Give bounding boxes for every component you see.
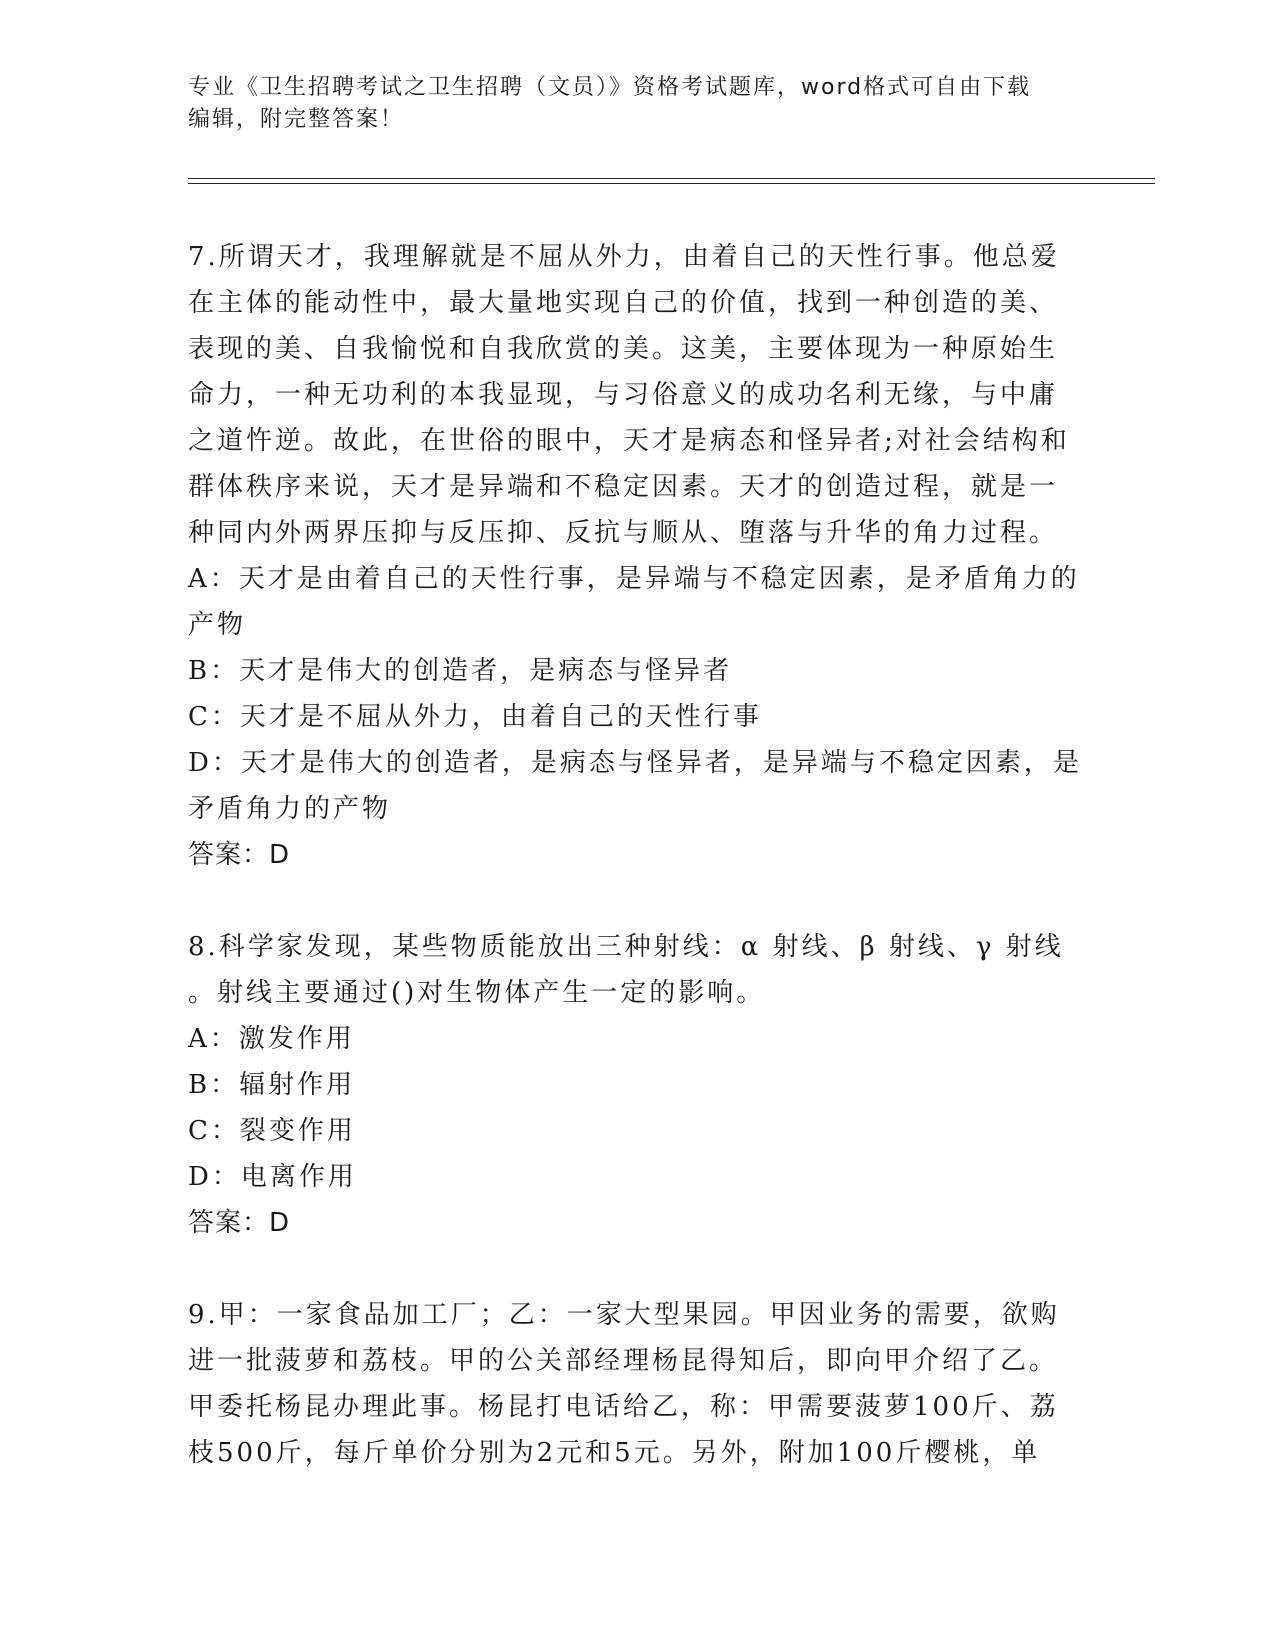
- question-stem-line: 在主体的能动性中，最大量地实现自己的价值，找到一种创造的美、: [188, 288, 1059, 318]
- option-b: B：天才是伟大的创造者，是病态与怪异者: [188, 656, 733, 686]
- question-8: [188, 924, 1088, 1246]
- option-d-continued: 矛盾角力的产物: [188, 794, 392, 824]
- option-a: A：天才是由着自己的天性行事，是异端与不稳定因素，是矛盾角力的: [188, 564, 1080, 594]
- question-stem-line: 甲委托杨昆办理此事。杨昆打电话给乙，称：甲需要菠萝100斤、荔: [188, 1392, 1059, 1422]
- option-b: B：辐射作用: [188, 1070, 356, 1100]
- document-header: [188, 72, 1088, 136]
- header-rule-top: [188, 178, 1155, 179]
- question-spacer: [188, 878, 1088, 924]
- question-stem-line: 命力，一种无功利的本我显现，与习俗意义的成功名利无缘，与中庸: [188, 380, 1059, 410]
- question-stem-line: 进一批菠萝和荔枝。甲的公关部经理杨昆得知后，即向甲介绍了乙。: [188, 1346, 1059, 1376]
- question-stem-line: 9.甲：一家食品加工厂；乙：一家大型果园。甲因业务的需要，欲购: [188, 1300, 1060, 1330]
- question-stem-line: 表现的美、自我愉悦和自我欣赏的美。这美，主要体现为一种原始生: [188, 334, 1059, 364]
- question-stem-line: 7.所谓天才，我理解就是不屈从外力，由着自己的天性行事。他总爱: [188, 242, 1060, 272]
- answer-line: 答案：D: [188, 1208, 291, 1238]
- header-line-1: 专业《卫生招聘考试之卫生招聘（文员）》资格考试题库，word格式可自由下载: [188, 75, 1032, 100]
- question-stem-line: 。射线主要通过()对生物体产生一定的影响。: [188, 978, 766, 1008]
- question-stem-line: 群体秩序来说，天才是异端和不稳定因素。天才的创造过程，就是一: [188, 472, 1059, 502]
- answer-line: 答案：D: [188, 840, 291, 870]
- question-stem-line: 之道忤逆。故此，在世俗的眼中，天才是病态和怪异者;对社会结构和: [188, 426, 1070, 456]
- question-list: [188, 234, 1088, 1476]
- header-rule-bottom: [188, 183, 1155, 184]
- question-stem-line: 8.科学家发现，某些物质能放出三种射线：α 射线、β 射线、γ 射线: [188, 932, 1064, 962]
- option-d: D：电离作用: [188, 1162, 357, 1192]
- question-7: [188, 234, 1088, 878]
- option-d: D：天才是伟大的创造者，是病态与怪异者，是异端与不稳定因素，是: [188, 748, 1082, 778]
- header-line-2: 编辑，附完整答案！: [188, 107, 405, 132]
- option-a: A：激发作用: [188, 1024, 355, 1054]
- option-c: C：裂变作用: [188, 1116, 356, 1146]
- question-stem-line: 种同内外两界压抑与反压抑、反抗与顺从、堕落与升华的角力过程。: [188, 518, 1059, 548]
- option-c: C：天才是不屈从外力，由着自己的天性行事: [188, 702, 762, 732]
- question-spacer: [188, 1246, 1088, 1292]
- question-9: [188, 1292, 1088, 1476]
- question-stem-line: 枝500斤，每斤单价分别为2元和5元。另外，附加100斤樱桃，单: [188, 1438, 1041, 1468]
- option-a-continued: 产物: [188, 610, 247, 640]
